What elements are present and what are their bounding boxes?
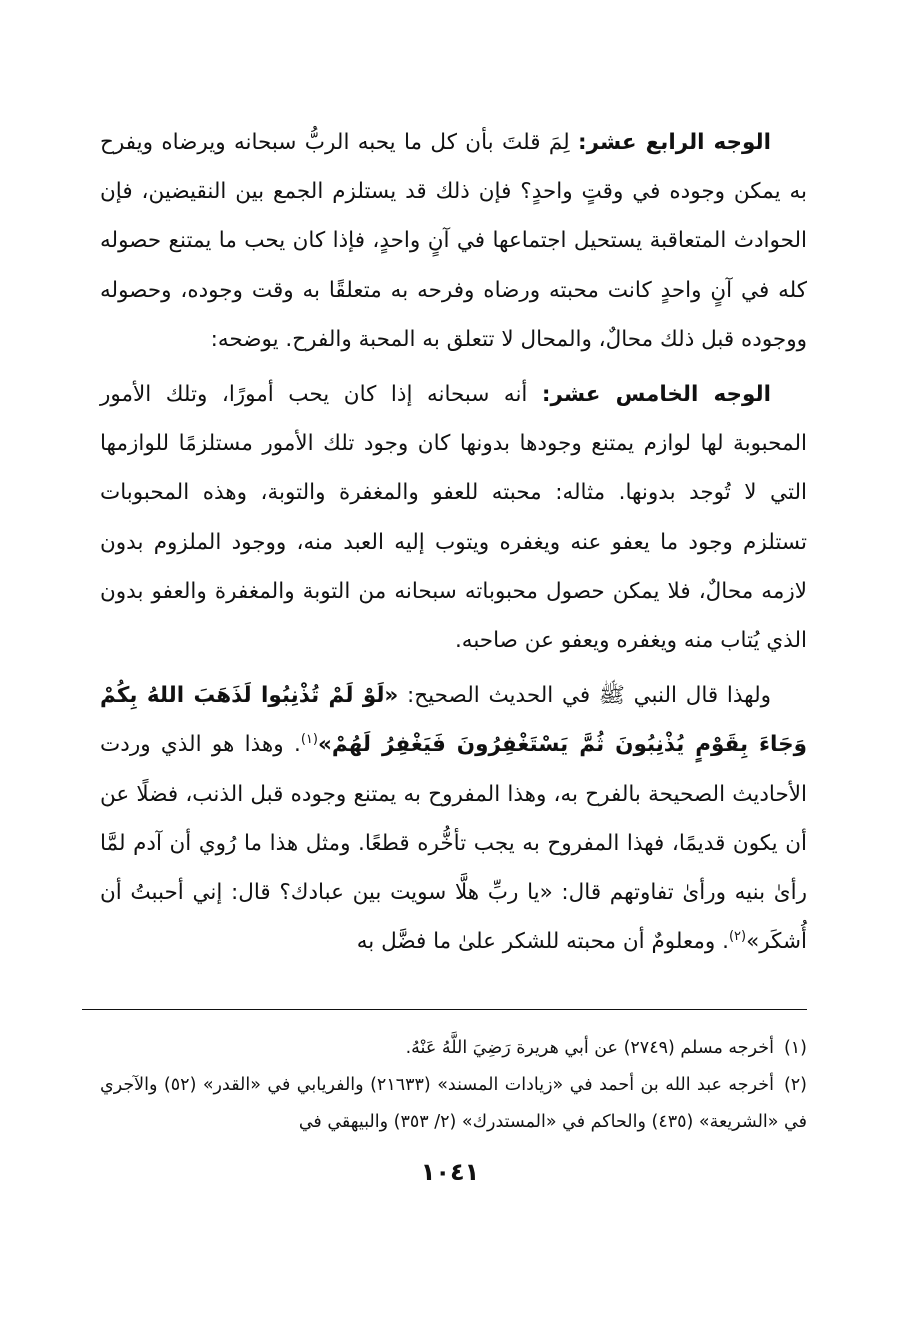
footnote-2 [100, 1067, 807, 1141]
hadith-quote: «لَوْ لَمْ تُذْنِبُوا لَذَهَبَ اللهُ بِكُمْ وَجَاءَ بِقَوْمٍ يُذْنِبُونَ ثُمَّ يَسْتَغْفِرُونَ فَيَغْفِرُ لَهُمْ» [100, 683, 807, 758]
paragraph-text: . ومعلومٌ أن محبته للشكر علىٰ ما فضَّل به [356, 929, 729, 955]
footnote-number: (٢) [783, 1075, 807, 1095]
footnote-text: أخرجه عبد الله بن أحمد في «زيادات المسند» (٢١٦٣٣) والفريابي في «القدر» (٥٢) والآجري في «الشريعة» (٤٣٥) والحاكم في «المستدرك» (٢/ ٣٥٣) والبيهقي في [100, 1075, 807, 1132]
paragraph-text: لِمَ قلتَ بأن كل ما يحبه الربُّ سبحانه ويرضاه ويفرح به يمكن وجوده في وقتٍ واحدٍ؟ فإن ذلك قد يستلزم الجمع بين النقيضين، فإن الحوادث المتعاقبة يستحيل اجتماعها في آنٍ واحدٍ، فإذا كان يحب ما يمتنع حصوله كله في آنٍ واحدٍ كانت محبته ورضاه وفرحه به متعلقًا به وقت وجوده، وحصوله ووجوده قبل ذلك محالٌ، والمحال لا تتعلق به المحبة والفرح. يوضحه: [100, 130, 807, 352]
paragraph-heading: الوجه الخامس عشر: [541, 382, 771, 408]
footnote-text: أخرجه مسلم (٢٧٤٩) عن أبي هريرة رَضِيَ اللَّهُ عَنْهُ. [405, 1038, 774, 1058]
paragraph-text: . وهذا هو الذي وردت الأحاديث الصحيحة بالفرح به، وهذا المفروح به يمتنع وجوده قبل الذنب، فضلًا عن أن يكون قديمًا، فهذا المفروح به يجب تأخُّره قطعًا. ومثل هذا ما رُوي أن آدم لمَّا رأىٰ بنيه ورأىٰ تفاوتهم قال: «يا ربِّ هلَّا سويت بين عبادك؟ قال: إني أحببتُ أن أُشكَر» [100, 732, 807, 955]
footnote-ref-1[interactable]: (١) [300, 732, 318, 748]
footnote-1 [100, 1030, 807, 1067]
footnotes [100, 1030, 807, 1141]
paragraph-text: ولهذا قال النبي ﷺ في الحديث الصحيح: [398, 683, 772, 709]
paragraph-15th-aspect [100, 370, 807, 665]
footnote-number: (١) [783, 1038, 807, 1058]
footnote-ref-2[interactable]: (٢) [728, 929, 747, 945]
paragraph-14th-aspect [100, 118, 807, 364]
paragraph-text: أنه سبحانه إذا كان يحب أمورًا، وتلك الأمور المحبوبة لها لوازم يمتنع وجودها بدونها كان وجود تلك الأمور مستلزمًا للوازمها التي لا تُوجد بدونها. مثاله: محبته للعفو والمغفرة والتوبة، وهذه المحبوبات تستلزم وجود ما يعفو عنه ويغفره ويتوب إليه العبد منه، ووجود الملزوم بدون لازمه محالٌ، فلا يمكن حصول محبوباته سبحانه من التوبة والمغفرة والعفو بدون الذي يُتاب منه ويغفره ويعفو عن صاحبه. [100, 382, 807, 654]
paragraph-heading: الوجه الرابع عشر: [578, 130, 771, 155]
footnote-divider [82, 1009, 807, 1010]
paragraph-hadith [100, 671, 807, 966]
main-text [100, 118, 807, 972]
page-number: ١٠٤١ [420, 1158, 480, 1186]
